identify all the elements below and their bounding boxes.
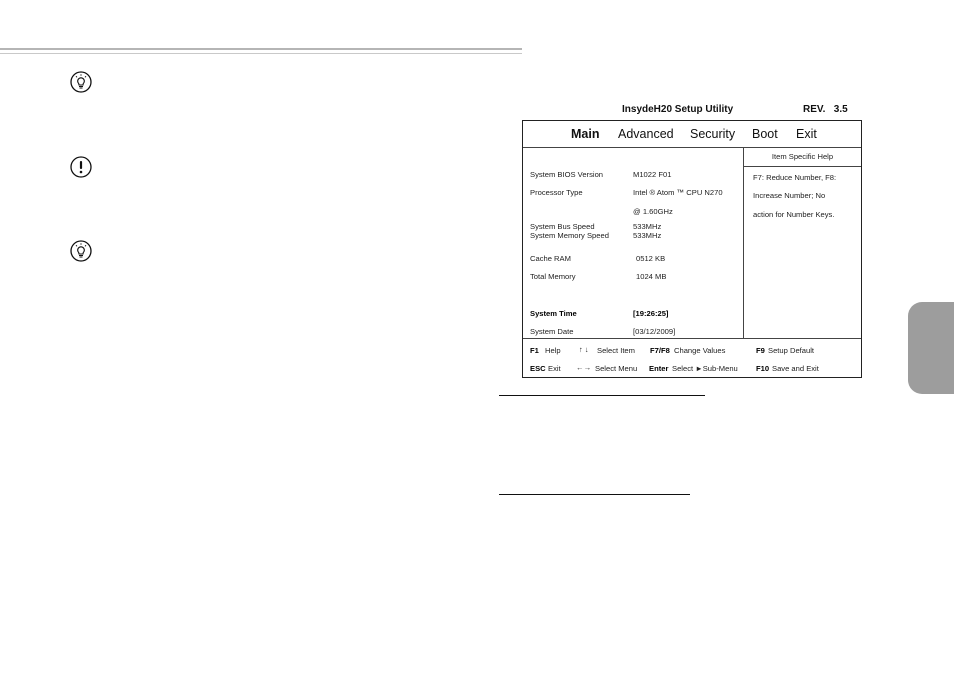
f9-key: F9 [756, 346, 765, 355]
system-time-field[interactable]: [19:26:25] [633, 309, 669, 318]
system-time-label: System Time [530, 309, 577, 318]
section-underline [499, 494, 690, 495]
esc-key: ESC [530, 364, 546, 373]
bios-version-label: System BIOS Version [530, 170, 604, 179]
bios-utility-title: InsydeH20 Setup Utility [622, 104, 734, 115]
bus-speed-value: 533MHz [633, 222, 662, 231]
up-down-arrows-icon: ↑ ↓ [579, 345, 589, 354]
setup-default-text: Setup Default [768, 346, 815, 355]
bios-setup-screen [522, 120, 862, 378]
item-help-pane [744, 148, 861, 338]
f10-key: F10 [756, 364, 770, 373]
f7f8-key: F7/F8 [650, 346, 670, 355]
memory-speed-label: System Memory Speed [530, 231, 609, 240]
left-right-arrows-icon: ←→ [576, 363, 592, 372]
tab-exit[interactable]: Exit [796, 127, 817, 141]
cache-ram-value: 0512 KB [636, 254, 666, 263]
f1-help-text: Help [545, 346, 561, 355]
enter-key: Enter [649, 364, 669, 373]
cache-ram-label: Cache RAM [530, 254, 571, 263]
header-rule [0, 48, 522, 50]
system-date-label: System Date [530, 327, 574, 336]
select-menu-text: Select Menu [595, 364, 638, 373]
total-memory-label: Total Memory [530, 272, 576, 281]
section-underline [499, 395, 705, 396]
processor-type-label: Processor Type [530, 188, 583, 197]
bus-speed-label: System Bus Speed [530, 222, 595, 231]
footer-divider [523, 338, 861, 339]
lightbulb-icon [70, 71, 92, 93]
f1-key: F1 [530, 346, 539, 355]
bios-main-pane [523, 148, 743, 338]
bios-revision: REV. 3.5 [803, 104, 848, 115]
bios-version-value: M1022 F01 [633, 170, 672, 179]
chapter-side-tab [908, 302, 954, 394]
system-date-field[interactable]: [03/12/2009] [633, 327, 676, 336]
select-item-text: Select Item [597, 346, 635, 355]
help-line: Increase Number; No [753, 191, 826, 200]
help-line: F7: Reduce Number, F8: [753, 173, 837, 182]
total-memory-value: 1024 MB [636, 272, 667, 281]
memory-speed-value: 533MHz [633, 231, 662, 240]
exclamation-icon [70, 156, 92, 178]
processor-type-value: Intel ® Atom ™ CPU N270 [633, 188, 723, 197]
processor-speed-value: @ 1.60GHz [633, 207, 673, 216]
help-line: action for Number Keys. [753, 210, 835, 219]
tab-boot[interactable]: Boot [752, 127, 778, 141]
esc-exit-text: Exit [548, 364, 561, 373]
bios-menu-bar [523, 121, 861, 148]
help-title: Item Specific Help [771, 152, 834, 161]
tab-main[interactable]: Main [571, 127, 600, 141]
tab-advanced[interactable]: Advanced [618, 127, 674, 141]
help-divider [744, 166, 861, 167]
sub-menu-text: Select ►Sub-Menu [672, 364, 738, 373]
tab-security[interactable]: Security [690, 127, 736, 141]
change-values-text: Change Values [674, 346, 726, 355]
header-rule-secondary [0, 53, 522, 54]
save-exit-text: Save and Exit [772, 364, 819, 373]
lightbulb-icon [70, 240, 92, 262]
